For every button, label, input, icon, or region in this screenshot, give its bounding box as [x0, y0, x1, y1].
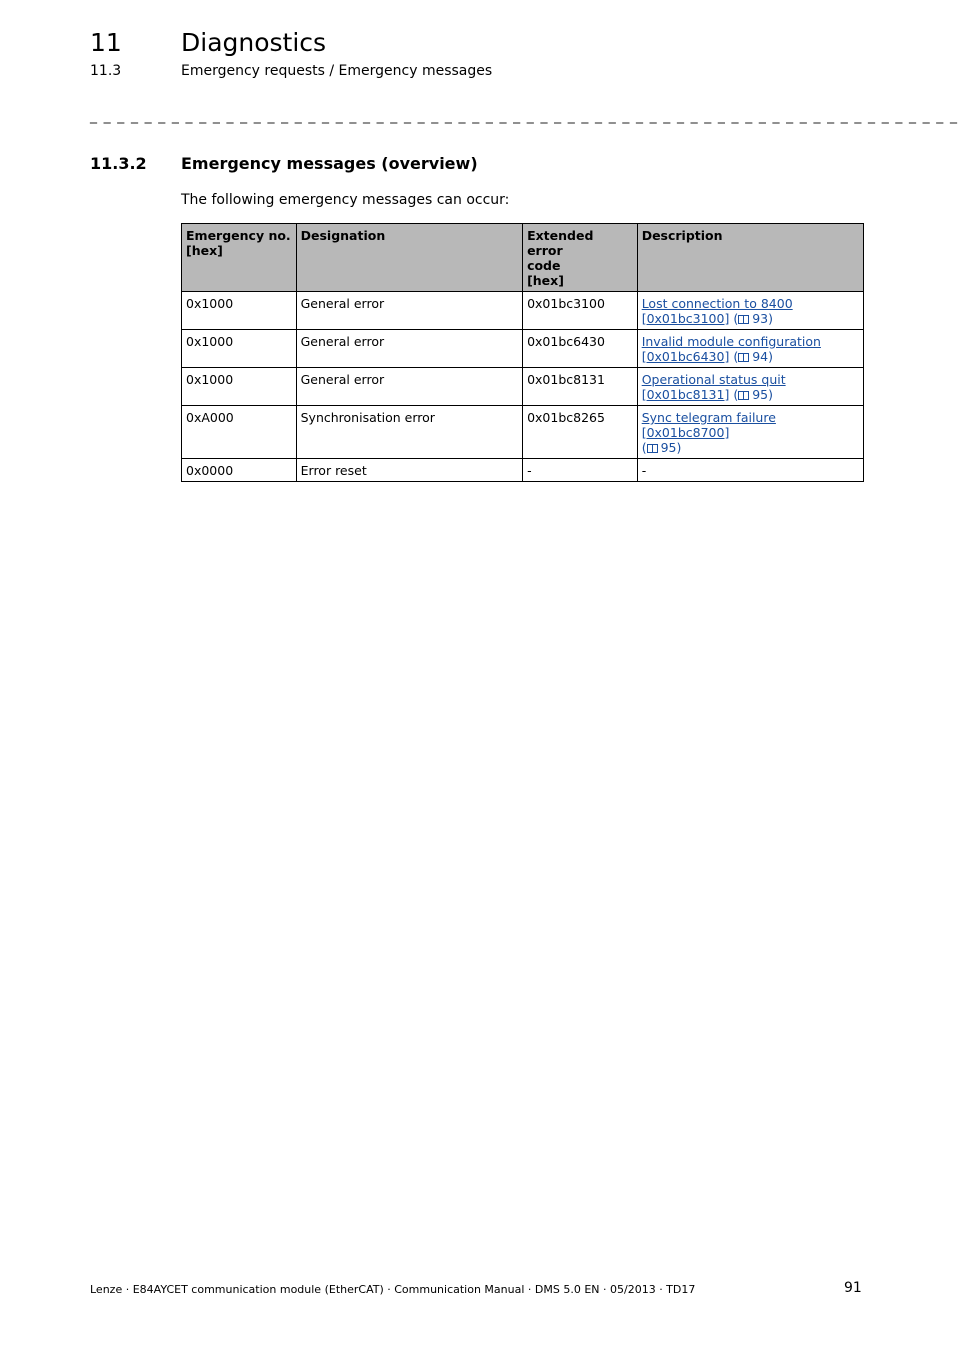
cell-emergency-no: 0xA000	[182, 406, 297, 459]
page-number: 91	[844, 1280, 862, 1296]
subsection-title: Emergency messages (overview)	[181, 154, 478, 173]
description-link[interactable]: Sync telegram failure [0x01bc8700]	[641, 410, 776, 440]
cell-designation: General error	[296, 368, 522, 406]
book-icon	[738, 315, 749, 324]
cell-designation: Error reset	[296, 459, 522, 482]
subsection-number: 11.3.2	[90, 154, 147, 173]
emergency-messages-table	[181, 223, 864, 482]
section-number: 11.3	[90, 63, 122, 79]
cell-emergency-no: 0x1000	[182, 292, 297, 330]
cell-designation: Synchronisation error	[296, 406, 522, 459]
cell-error-code: 0x01bc6430	[523, 330, 638, 368]
cell-emergency-no: 0x1000	[182, 368, 297, 406]
section-title: Emergency requests / Emergency messages	[181, 63, 493, 79]
chapter-number: 11	[90, 28, 122, 57]
cell-description: Operational status quit [0x01bc8131] ( 95)	[637, 368, 863, 406]
description-link[interactable]: Invalid module configuration [0x01bc6430]	[641, 334, 821, 364]
description-link[interactable]: Operational status quit [0x01bc8131]	[641, 372, 786, 402]
book-icon	[738, 353, 749, 362]
table-row	[182, 330, 864, 368]
cell-description: Invalid module configuration [0x01bc6430] ( 94)	[637, 330, 863, 368]
header-extended-error-code: Extended error code [hex]	[523, 224, 638, 292]
intro-text: The following emergency messages can occur:	[181, 192, 510, 208]
header-designation: Designation	[296, 224, 522, 292]
table-row	[182, 292, 864, 330]
cell-emergency-no: 0x0000	[182, 459, 297, 482]
cell-emergency-no: 0x1000	[182, 330, 297, 368]
page-reference[interactable]: 95	[752, 387, 769, 402]
header-description: Description	[637, 224, 863, 292]
table-row	[182, 406, 864, 459]
cell-description: Sync telegram failure [0x01bc8700] ( 95)	[637, 406, 863, 459]
cell-error-code: 0x01bc8131	[523, 368, 638, 406]
table-header-row	[182, 224, 864, 292]
cell-description: -	[637, 459, 863, 482]
page-reference[interactable]: 94	[752, 349, 769, 364]
header-emergency-no: Emergency no. [hex]	[182, 224, 297, 292]
book-icon	[647, 444, 658, 453]
cell-description: Lost connection to 8400 [0x01bc3100] ( 93)	[637, 292, 863, 330]
cell-designation: General error	[296, 292, 522, 330]
page-reference[interactable]: 93	[752, 311, 769, 326]
table-row	[182, 459, 864, 482]
cell-error-code: -	[523, 459, 638, 482]
cell-designation: General error	[296, 330, 522, 368]
cell-error-code: 0x01bc3100	[523, 292, 638, 330]
header-divider: _ _ _ _ _ _ _ _ _ _ _ _ _ _ _ _ _ _ _ _ _ _ _ _ _ _ _ _ _ _ _ _ _ _ _ _ _ _ _ _ _ _ _ _ _ _ _ _ _ _ _ _ _ _ _ _ _ _ _ _ _ _ _ _	[90, 108, 958, 124]
footer-text: Lenze · E84AYCET communication module (EtherCAT) · Communication Manual · DMS 5.0 EN · 05/2013 · TD17	[90, 1283, 696, 1296]
cell-error-code: 0x01bc8265	[523, 406, 638, 459]
chapter-title: Diagnostics	[181, 28, 327, 57]
description-link[interactable]: Lost connection to 8400 [0x01bc3100]	[641, 296, 793, 326]
page-reference[interactable]: 95	[660, 440, 677, 455]
table-row	[182, 368, 864, 406]
book-icon	[738, 391, 749, 400]
